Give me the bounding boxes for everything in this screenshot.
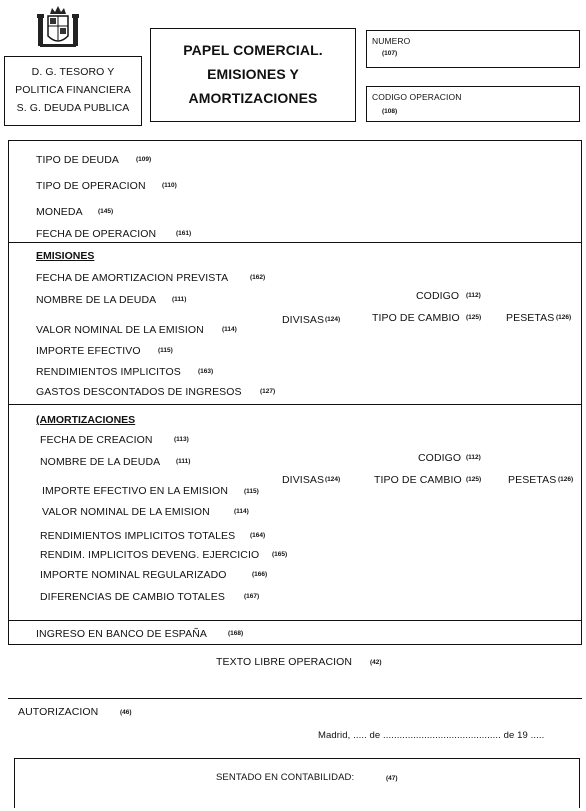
issuer-line-3: S. G. DEUDA PUBLICA — [16, 102, 130, 114]
amo-fecha-creacion-code: (113) — [174, 436, 189, 443]
title-line-1: PAPEL COMERCIAL. — [183, 42, 323, 58]
tipo-operacion-label: TIPO DE OPERACION — [36, 180, 146, 192]
issuer-line-2: POLITICA FINANCIERA — [15, 84, 131, 96]
emi-divisas-code: (124) — [325, 316, 341, 323]
sentado-label: SENTADO EN CONTABILIDAD: — [216, 772, 355, 783]
moneda-label: MONEDA — [36, 206, 83, 218]
amo-importe-regularizado-label: IMPORTE NOMINAL REGULARIZADO — [40, 569, 227, 581]
amo-valor-nominal-code: (114) — [234, 508, 249, 515]
amo-nombre-deuda-code: (111) — [176, 458, 191, 465]
emi-nombre-deuda-label: NOMBRE DE LA DEUDA — [36, 294, 157, 306]
coat-of-arms-icon — [36, 4, 80, 50]
emi-gastos-code: (127) — [260, 388, 276, 395]
emi-codigo-code: (112) — [466, 292, 481, 299]
emi-fecha-amort-code: (162) — [250, 274, 266, 281]
amo-rendimientos-totales-code: (164) — [250, 532, 266, 539]
amo-diferencias-cambio-code: (167) — [244, 593, 260, 600]
amo-rendim-deveng-label: RENDIM. IMPLICITOS DEVENG. EJERCICIO — [40, 549, 260, 561]
issuer-line-1: D. G. TESORO Y — [31, 66, 115, 78]
amo-diferencias-cambio-label: DIFERENCIAS DE CAMBIO TOTALES — [40, 591, 225, 603]
amo-pesetas-code: (126) — [558, 476, 574, 483]
emi-pesetas-code: (126) — [556, 314, 572, 321]
emi-fecha-amort-label: FECHA DE AMORTIZACION PREVISTA — [36, 272, 229, 284]
emi-nombre-deuda-code: (111) — [172, 296, 187, 303]
title-line-3: AMORTIZACIONES — [188, 90, 318, 106]
numero-label: NUMERO — [372, 36, 411, 46]
divider-texto-libre — [8, 698, 582, 699]
emi-rendimientos-code: (163) — [198, 368, 214, 375]
amo-codigo-label: CODIGO — [418, 452, 462, 464]
codigo-operacion-label: CODIGO OPERACION — [372, 92, 462, 102]
amo-fecha-creacion-label: FECHA DE CREACION — [40, 434, 153, 446]
amo-rendimientos-totales-label: RENDIMIENTOS IMPLICITOS TOTALES — [40, 530, 236, 542]
emi-valor-nominal-code: (114) — [222, 326, 237, 333]
amo-codigo-code: (112) — [466, 454, 481, 461]
amo-divisas-label: DIVISAS — [282, 474, 325, 486]
moneda-code: (145) — [98, 208, 114, 215]
amo-rendim-deveng-code: (165) — [272, 551, 288, 558]
amo-pesetas-label: PESETAS — [508, 474, 557, 486]
ingreso-code: (168) — [228, 630, 244, 637]
emisiones-title: EMISIONES — [36, 250, 95, 262]
emi-pesetas-label: PESETAS — [506, 312, 555, 324]
autorizacion-label: AUTORIZACION — [18, 706, 99, 718]
ingreso-label: INGRESO EN BANCO DE ESPAÑA — [36, 628, 208, 640]
emi-gastos-label: GASTOS DESCONTADOS DE INGRESOS — [36, 386, 242, 398]
emi-importe-efectivo-code: (115) — [158, 347, 173, 354]
sentado-code: (47) — [386, 775, 398, 782]
emi-tipo-cambio-code: (125) — [466, 314, 482, 321]
fecha-operacion-code: (161) — [176, 230, 192, 237]
divider-amortizaciones — [8, 620, 582, 621]
amo-divisas-code: (124) — [325, 476, 341, 483]
codigo-operacion-code: (108) — [382, 108, 398, 115]
emi-divisas-label: DIVISAS — [282, 314, 325, 326]
title-line-2: EMISIONES Y — [207, 66, 299, 82]
fecha-operacion-label: FECHA DE OPERACION — [36, 228, 157, 240]
numero-code: (107) — [382, 50, 398, 57]
tipo-deuda-label: TIPO DE DEUDA — [36, 154, 119, 166]
divider-emisiones — [8, 404, 582, 405]
amo-nombre-deuda-label: NOMBRE DE LA DEUDA — [40, 456, 161, 468]
tipo-operacion-code: (110) — [162, 182, 177, 189]
divider-general — [8, 242, 582, 243]
texto-libre-code: (42) — [370, 659, 382, 666]
sentado-box — [14, 758, 580, 808]
emi-valor-nominal-label: VALOR NOMINAL DE LA EMISION — [36, 324, 204, 336]
amo-importe-efectivo-code: (115) — [244, 488, 259, 495]
texto-libre-label: TEXTO LIBRE OPERACION — [216, 656, 353, 668]
autorizacion-code: (46) — [120, 709, 132, 716]
tipo-deuda-code: (109) — [136, 156, 152, 163]
emi-tipo-cambio-label: TIPO DE CAMBIO — [372, 312, 460, 324]
emi-rendimientos-label: RENDIMIENTOS IMPLICITOS — [36, 366, 181, 378]
amo-importe-regularizado-code: (166) — [252, 571, 268, 578]
amo-tipo-cambio-code: (125) — [466, 476, 482, 483]
emi-codigo-label: CODIGO — [416, 290, 460, 302]
emi-importe-efectivo-label: IMPORTE EFECTIVO — [36, 345, 141, 357]
amo-tipo-cambio-label: TIPO DE CAMBIO — [374, 474, 462, 486]
amo-valor-nominal-label: VALOR NOMINAL DE LA EMISION — [42, 506, 210, 518]
amo-importe-efectivo-label: IMPORTE EFECTIVO EN LA EMISION — [42, 485, 229, 497]
fecha-firma: Madrid, ..... de ........................................... de 19 ..... — [318, 730, 545, 741]
amortizaciones-title: (AMORTIZACIONES — [36, 414, 136, 426]
